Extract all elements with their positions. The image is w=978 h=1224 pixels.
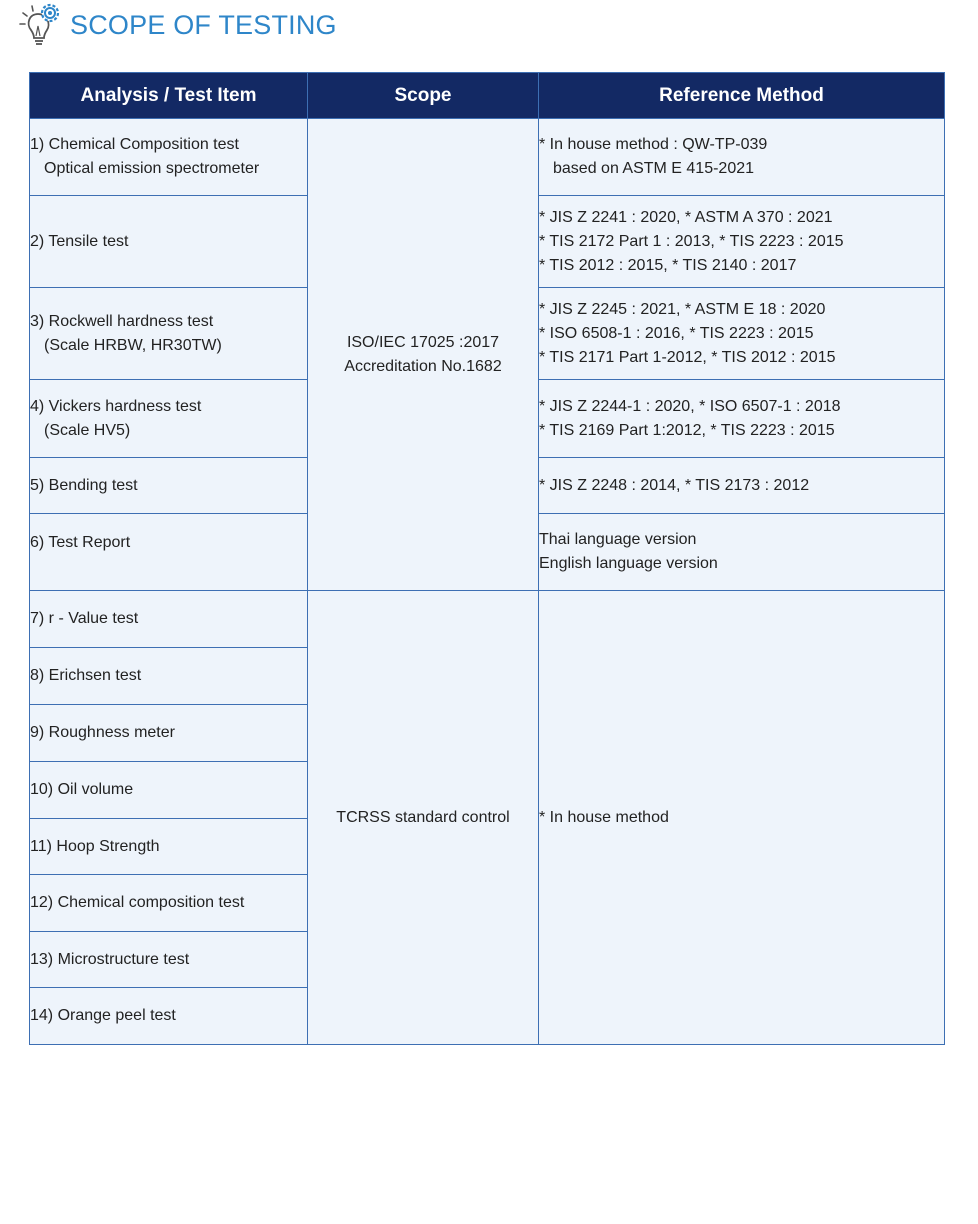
scope-standard: TCRSS standard control [336, 808, 510, 826]
column-header-reference-method: Reference Method [539, 73, 945, 119]
test-item-cell [30, 591, 308, 648]
scope-cell-iso [308, 119, 539, 591]
reference-method-cell [539, 288, 945, 380]
reference-line: * JIS Z 2241 : 2020, * ASTM A 370 : 2021 [539, 208, 833, 226]
reference-line: * TIS 2172 Part 1 : 2013, * TIS 2223 : 2015 [539, 232, 844, 250]
reference-line: * TIS 2171 Part 1-2012, * TIS 2012 : 2015 [539, 348, 836, 366]
test-item-name: 9) Roughness meter [30, 724, 175, 741]
test-item-name: 8) Erichsen test [30, 667, 142, 684]
test-item-cell [30, 819, 308, 875]
scope-standard: ISO/IEC 17025 :2017 [346, 333, 500, 351]
test-item-cell [30, 875, 308, 932]
column-header-scope: Scope [308, 73, 539, 119]
test-item-name: 5) Bending test [30, 476, 138, 494]
reference-line: English language version [539, 555, 718, 572]
test-item-cell [30, 932, 308, 988]
test-item-cell [30, 380, 308, 458]
lightbulb-gear-icon [16, 2, 66, 48]
test-item-detail: (Scale HRBW, HR30TW) [44, 336, 222, 354]
test-item-cell [30, 648, 308, 705]
scope-table [29, 72, 945, 1045]
test-item-name: 3) Rockwell hardness test [30, 312, 214, 330]
test-item-name: 7) r - Value test [30, 610, 139, 627]
test-item-name: 2) Tensile test [30, 232, 129, 250]
reference-line: * TIS 2012 : 2015, * TIS 2140 : 2017 [539, 256, 797, 274]
reference-line: * JIS Z 2245 : 2021, * ASTM E 18 : 2020 [539, 300, 826, 318]
test-item-detail: Optical emission spectrometer [44, 160, 260, 177]
table-row [30, 119, 945, 196]
reference-method-cell [539, 380, 945, 458]
reference-method-cell [539, 196, 945, 288]
test-item-cell [30, 705, 308, 762]
test-item-name: 14) Orange peel test [30, 1007, 176, 1024]
reference-method-cell [539, 119, 945, 196]
test-item-cell [30, 514, 308, 591]
test-item-cell [30, 119, 308, 196]
page-header [16, 0, 337, 50]
scope-cell-tcrss [308, 591, 539, 1045]
test-item-detail: (Scale HV5) [44, 421, 131, 439]
table-row [30, 591, 945, 648]
test-item-name: 1) Chemical Composition test [30, 136, 239, 153]
reference-line: * JIS Z 2244-1 : 2020, * ISO 6507-1 : 2018 [539, 397, 841, 415]
reference-line: Thai language version [539, 531, 697, 548]
reference-line: * In house method : QW-TP-039 [539, 136, 768, 153]
test-item-cell [30, 762, 308, 819]
test-item-name: 6) Test Report [30, 534, 131, 551]
test-item-cell [30, 196, 308, 288]
test-item-cell [30, 988, 308, 1045]
test-item-name: 13) Microstructure test [30, 950, 190, 968]
column-header-test-item: Analysis / Test Item [30, 73, 308, 119]
scope-accreditation: Accreditation No.1682 [344, 357, 502, 375]
table-header-row [30, 73, 945, 119]
test-item-cell [30, 458, 308, 514]
reference-line: * TIS 2169 Part 1:2012, * TIS 2223 : 2015 [539, 421, 835, 439]
test-item-name: 10) Oil volume [30, 781, 134, 798]
test-item-cell [30, 288, 308, 380]
test-item-name: 4) Vickers hardness test [30, 397, 202, 415]
reference-line: * JIS Z 2248 : 2014, * TIS 2173 : 2012 [539, 476, 810, 494]
reference-line: based on ASTM E 415-2021 [553, 160, 755, 177]
reference-line: * ISO 6508-1 : 2016, * TIS 2223 : 2015 [539, 324, 814, 342]
page-title: SCOPE OF TESTING [70, 9, 337, 40]
reference-line: * In house method [539, 808, 669, 826]
test-item-name: 11) Hoop Strength [30, 837, 160, 855]
reference-method-cell [539, 591, 945, 1045]
reference-method-cell [539, 458, 945, 514]
test-item-name: 12) Chemical composition test [30, 894, 245, 911]
reference-method-cell [539, 514, 945, 591]
